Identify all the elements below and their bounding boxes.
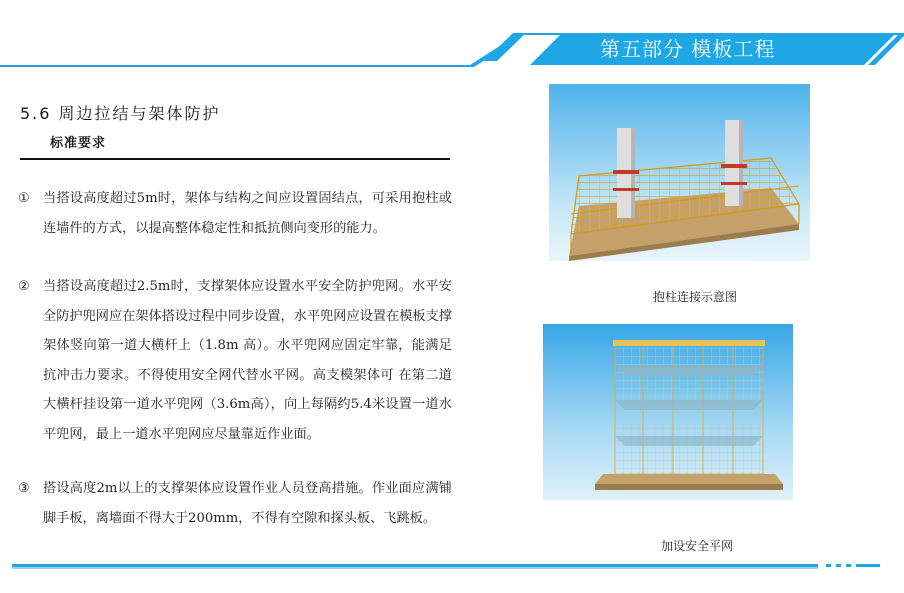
- footer-band: [0, 555, 904, 575]
- column-tie-figure: [549, 84, 810, 261]
- safety-net-figure: [543, 324, 793, 500]
- item-number: ③: [18, 481, 30, 496]
- item-text: 当搭设高度超过2.5m时，支撑架体应设置水平安全防护兜网。水平安全防护兜网应在架体搭设过程中同步设置，水平兜网应设置在模板支撑架体竖向第一道大横杆上（1.8m 高）。水平兜网应固定牢靠，能满足抗冲击力要求。不得使用安全网代替水平网。高支模架体可 在第二道大横杆挂设第一道水平兜网（3.6m高），向上每隔约5.4米设置一道水平兜网，最上一道水平兜网应尽量靠近作业面。: [43, 279, 452, 442]
- item-number: ②: [18, 279, 30, 294]
- requirement-item-1: [18, 184, 452, 243]
- section-divider: [20, 158, 450, 160]
- figure-1-caption: 抱柱连接示意图: [652, 290, 737, 304]
- figure-2-caption: 加设安全平网: [660, 539, 733, 553]
- section-title: 5.6 周边拉结与架体防护: [20, 104, 221, 123]
- requirement-item-2: [18, 272, 452, 449]
- section-subtitle: 标准要求: [50, 136, 107, 151]
- item-number: ①: [18, 191, 30, 206]
- requirement-item-3: [18, 474, 452, 533]
- item-text: 当搭设高度超过5m时，架体与结构之间应设置固结点，可采用抱柱或连墙件的方式，以提高整体稳定性和抵抗侧向变形的能力。: [43, 191, 452, 236]
- item-text: 搭设高度2m以上的支撑架体应设置作业人员登高措施。作业面应满铺脚手板，离墙面不得大于200mm，不得有空隙和探头板、飞跳板。: [43, 481, 452, 526]
- header-title: 第五部分 模板工程: [600, 37, 776, 61]
